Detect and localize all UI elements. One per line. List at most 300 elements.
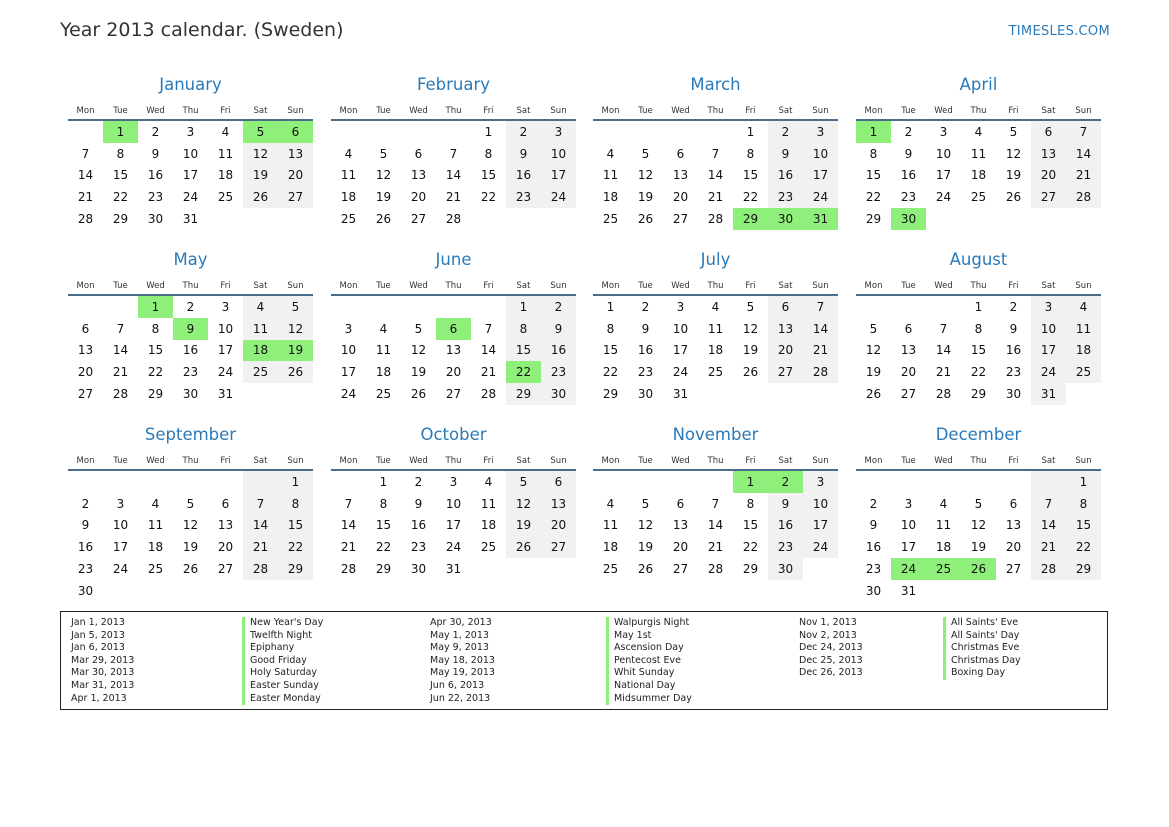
day-cell: 21 [1066,165,1101,187]
day-cell: 31 [445,562,462,577]
day-cell: 17 [900,540,917,555]
weekday-label: Sun [1075,281,1092,291]
legend-holiday-name: Midsummer Day [606,693,692,706]
legend-date: Nov 1, 2013 [799,617,857,628]
day-cell: 6 [81,321,90,336]
day-cell: 16 [637,343,654,358]
day-cell: 11 [217,146,234,161]
legend-holiday-name: Pentecost Eve [606,655,692,668]
empty-cell [698,471,733,493]
weekday-label: Sat [1041,106,1056,116]
day-cell: 26 [865,387,882,402]
day-cell: 1 [1066,471,1101,493]
day-cell: 5 [278,296,313,318]
weekday-label: Wed [934,281,953,291]
day-cell: 27 [1005,562,1022,577]
empty-cell [856,296,891,318]
day-cell: 4 [484,474,493,489]
weekday-label: Wed [146,456,165,466]
day-cell: 5 [974,496,983,511]
day-cell: 7 [803,296,838,318]
day-cell: 17 [445,518,462,533]
day-cell: 26 [506,536,541,558]
day-cell: 10 [803,493,838,515]
empty-cell [243,383,278,405]
day-cell: 11 [707,321,724,336]
weekday-label: Mon [601,456,620,466]
day-cell: 8 [116,146,125,161]
empty-cell [401,296,436,318]
empty-cell [593,471,628,493]
weekday-label: Wed [671,456,690,466]
day-cell: 12 [506,493,541,515]
day-cell: 27 [768,361,803,383]
empty-cell [331,121,366,143]
day-cell: 20 [672,190,689,205]
legend-date: Mar 31, 2013 [71,679,135,691]
day-cell: 15 [480,168,497,183]
day-cell: 14 [1066,143,1101,165]
weekday-header [593,448,838,471]
weekday-header [593,98,838,121]
empty-cell [768,383,803,405]
legend-date: Jan 6, 2013 [71,642,125,654]
day-cell: 9 [506,143,541,165]
day-cell: 28 [803,361,838,383]
day-cell: 17 [803,515,838,537]
legend-dates-column [71,617,134,705]
day-cell: 20 [217,540,234,555]
day-cell: 12 [742,321,759,336]
day-cell: 30 [182,387,199,402]
day-cell: 16 [506,165,541,187]
day-cell: 26 [375,212,392,227]
day-cell: 24 [340,387,357,402]
day-cell: 26 [742,365,759,380]
day-cell: 24 [217,365,234,380]
legend-holiday-name: Christmas Day [943,655,1021,668]
weekday-label: Sun [550,456,567,466]
day-cell: 21 [445,190,462,205]
day-cell: 14 [445,168,462,183]
day-cell: 17 [217,343,234,358]
day-cell: 16 [147,168,164,183]
day-cell: 14 [112,343,129,358]
weekday-label: Sun [812,456,829,466]
weekday-label: Thu [970,456,987,466]
empty-cell [471,558,506,580]
day-cell: 14 [707,168,724,183]
day-cell: 3 [904,496,913,511]
day-cell: 11 [1066,318,1101,340]
day-cell: 17 [112,540,129,555]
day-cell: 1 [484,124,493,139]
day-cell: 13 [672,168,689,183]
day-cell: 25 [602,562,619,577]
day-cell: 11 [147,518,164,533]
day-cell: 19 [865,365,882,380]
day-cell: 28 [112,387,129,402]
day-cell: 20 [445,365,462,380]
day-cell: 4 [221,124,230,139]
day-cell: 5 [186,496,195,511]
day-cell: 18 [217,168,234,183]
day-cell: 8 [484,146,493,161]
weekday-label: Sat [778,106,793,116]
day-cell: 1 [379,474,388,489]
day-cell: 9 [81,518,90,533]
day-cell: 9 [869,518,878,533]
day-cell: 4 [711,299,720,314]
weekday-label: Sun [812,281,829,291]
day-cell: 19 [182,540,199,555]
day-cell: 18 [480,518,497,533]
day-cell: 22 [970,365,987,380]
weekday-label: Thu [445,106,462,116]
weekday-header [856,448,1101,471]
day-cell: 8 [151,321,160,336]
day-cell: 8 [974,321,983,336]
day-cell: 10 [803,143,838,165]
day-cell: 7 [939,321,948,336]
day-cell: 12 [182,518,199,533]
day-cell: 28 [445,212,462,227]
day-cell: 3 [186,124,195,139]
empty-cell [1031,580,1066,602]
day-cell: 28 [1031,558,1066,580]
day-cell: 9 [151,146,160,161]
legend-date: May 18, 2013 [430,654,495,666]
day-cell: 6 [278,121,313,143]
day-cell: 21 [707,190,724,205]
day-cell: 25 [1066,361,1101,383]
day-cell: 25 [340,212,357,227]
weekday-label: Sun [550,281,567,291]
day-cell: 23 [637,365,654,380]
day-cell: 27 [672,562,689,577]
weekday-label: Tue [376,281,391,291]
empty-cell [733,383,768,405]
day-cell: 23 [410,540,427,555]
day-cell: 8 [506,318,541,340]
empty-cell [366,121,401,143]
day-cell: 15 [147,343,164,358]
day-cell: 22 [602,365,619,380]
day-cell: 23 [182,365,199,380]
day-cell: 24 [1031,361,1066,383]
day-cell: 18 [243,340,278,362]
day-cell: 10 [182,146,199,161]
legend-holiday-name: Boxing Day [943,667,1021,680]
day-cell: 5 [641,496,650,511]
day-cell: 21 [480,365,497,380]
legend-holiday-name: Twelfth Night [242,630,323,643]
weekday-label: Tue [901,456,916,466]
month-february [331,72,576,230]
day-cell: 5 [746,299,755,314]
day-cell: 24 [541,186,576,208]
day-cell: 10 [217,321,234,336]
day-cell: 30 [541,383,576,405]
day-cell: 10 [541,143,576,165]
day-cell: 29 [278,558,313,580]
day-cell: 21 [112,365,129,380]
empty-cell [663,471,698,493]
brand-link[interactable]: TIMESLES.COM [1008,24,1110,39]
weekday-label: Thu [707,281,724,291]
day-cell: 20 [768,340,803,362]
day-cell: 16 [1005,343,1022,358]
legend-date: May 19, 2013 [430,667,495,679]
day-grid [593,121,838,230]
day-cell: 22 [506,361,541,383]
empty-cell [366,296,401,318]
day-cell: 27 [541,536,576,558]
day-cell: 29 [375,562,392,577]
legend-date: Jun 6, 2013 [430,679,485,691]
day-cell: 16 [410,518,427,533]
day-cell: 25 [217,190,234,205]
day-cell: 20 [672,540,689,555]
legend-holiday-name: Good Friday [242,655,323,668]
weekday-label: Fri [483,281,494,291]
legend-holiday-name: Christmas Eve [943,642,1021,655]
day-cell: 3 [676,299,685,314]
day-cell: 29 [506,383,541,405]
empty-cell [436,296,471,318]
day-cell: 12 [410,343,427,358]
day-cell: 26 [182,562,199,577]
day-cell: 4 [344,146,353,161]
day-cell: 26 [410,387,427,402]
weekday-label: Fri [220,456,231,466]
day-cell: 29 [1066,558,1101,580]
day-cell: 27 [672,212,689,227]
day-cell: 19 [410,365,427,380]
day-cell: 1 [856,121,891,143]
day-cell: 26 [243,186,278,208]
day-cell: 1 [974,299,983,314]
day-cell: 14 [340,518,357,533]
day-cell: 10 [672,321,689,336]
month-june [331,247,576,405]
day-cell: 18 [935,540,952,555]
legend-holiday-name: Whit Sunday [606,667,692,680]
day-cell: 20 [278,165,313,187]
day-cell: 5 [641,146,650,161]
day-cell: 6 [541,471,576,493]
day-cell: 24 [891,558,926,580]
weekday-label: Wed [671,281,690,291]
day-cell: 14 [243,515,278,537]
day-cell: 2 [904,124,913,139]
day-cell: 12 [243,143,278,165]
day-grid [68,471,313,602]
empty-cell [208,208,243,230]
day-cell: 10 [900,518,917,533]
weekday-label: Sat [516,456,531,466]
day-cell: 1 [746,124,755,139]
month-title: September [144,425,237,444]
empty-cell [506,208,541,230]
day-cell: 7 [116,321,125,336]
empty-cell [996,580,1031,602]
legend-holiday-name: Epiphany [242,642,323,655]
day-cell: 12 [637,168,654,183]
weekday-label: Sat [778,281,793,291]
day-cell: 18 [602,190,619,205]
empty-cell [961,471,996,493]
day-cell: 28 [1066,186,1101,208]
day-cell: 7 [344,496,353,511]
legend-names-column [943,617,1021,680]
day-cell: 14 [935,343,952,358]
day-cell: 13 [768,318,803,340]
day-cell: 7 [484,321,493,336]
day-cell: 22 [742,190,759,205]
day-cell: 12 [375,168,392,183]
weekday-label: Fri [745,106,756,116]
day-cell: 23 [147,190,164,205]
day-cell: 10 [112,518,129,533]
day-cell: 15 [602,343,619,358]
weekday-label: Sun [287,281,304,291]
day-cell: 9 [1009,321,1018,336]
day-grid [331,121,576,230]
day-cell: 19 [637,540,654,555]
day-cell: 13 [77,343,94,358]
weekday-label: Wed [934,456,953,466]
weekday-label: Fri [1008,456,1019,466]
day-cell: 16 [182,343,199,358]
day-cell: 31 [1031,383,1066,405]
weekday-label: Fri [1008,106,1019,116]
day-cell: 11 [602,518,619,533]
weekday-header [68,98,313,121]
day-cell: 27 [1031,186,1066,208]
day-grid [68,296,313,405]
day-cell: 9 [768,143,803,165]
day-cell: 15 [742,168,759,183]
day-cell: 21 [77,190,94,205]
day-cell: 5 [869,321,878,336]
day-cell: 9 [768,493,803,515]
legend-date: Mar 30, 2013 [71,667,135,679]
month-may [68,247,313,405]
weekday-label: Wed [146,281,165,291]
weekday-label: Mon [76,106,95,116]
day-cell: 4 [243,296,278,318]
day-cell: 7 [711,146,720,161]
weekday-label: Fri [745,281,756,291]
month-title: July [700,250,731,269]
weekday-label: Tue [113,106,128,116]
day-cell: 26 [637,212,654,227]
weekday-label: Sat [1041,281,1056,291]
weekday-label: Thu [445,456,462,466]
day-cell: 4 [939,496,948,511]
day-cell: 31 [672,387,689,402]
day-cell: 11 [602,168,619,183]
weekday-label: Mon [601,281,620,291]
weekday-label: Sat [253,456,268,466]
day-cell: 6 [676,496,685,511]
empty-cell [506,558,541,580]
empty-cell [471,208,506,230]
empty-cell [628,471,663,493]
weekday-label: Mon [864,456,883,466]
day-cell: 8 [606,321,615,336]
legend-holiday-name: All Saints' Day [943,630,1021,643]
day-cell: 19 [506,515,541,537]
empty-cell [891,471,926,493]
weekday-header [68,448,313,471]
empty-cell [471,296,506,318]
weekday-label: Sat [1041,456,1056,466]
day-cell: 4 [379,321,388,336]
day-cell: 23 [768,186,803,208]
empty-cell [1066,580,1101,602]
day-cell: 24 [803,536,838,558]
day-cell: 23 [768,536,803,558]
day-cell: 1 [506,296,541,318]
day-cell: 2 [81,496,90,511]
empty-cell [103,580,138,602]
day-cell: 22 [1066,536,1101,558]
weekday-label: Thu [707,456,724,466]
empty-cell [593,121,628,143]
weekday-label: Mon [601,106,620,116]
legend-date: Jun 22, 2013 [430,692,491,704]
day-cell: 13 [1031,143,1066,165]
weekday-label: Tue [901,106,916,116]
empty-cell [926,471,961,493]
weekday-label: Sat [778,456,793,466]
day-grid [856,296,1101,405]
weekday-label: Wed [409,456,428,466]
empty-cell [663,121,698,143]
day-cell: 27 [278,186,313,208]
weekday-label: Fri [1008,281,1019,291]
legend-holiday-name: May 1st [606,630,692,643]
month-title: October [420,425,487,444]
day-cell: 25 [926,558,961,580]
day-cell: 15 [278,515,313,537]
weekday-label: Tue [376,106,391,116]
day-cell: 10 [1031,318,1066,340]
day-cell: 13 [217,518,234,533]
empty-cell [698,383,733,405]
day-cell: 26 [637,562,654,577]
legend-date: Jan 5, 2013 [71,629,125,641]
weekday-label: Mon [864,281,883,291]
empty-cell [68,121,103,143]
empty-cell [961,208,996,230]
day-cell: 14 [803,318,838,340]
day-cell: 17 [182,168,199,183]
day-cell: 16 [865,540,882,555]
weekday-label: Tue [376,456,391,466]
day-cell: 30 [1005,387,1022,402]
legend-date: Dec 24, 2013 [799,642,863,654]
day-cell: 27 [900,387,917,402]
day-cell: 29 [733,208,768,230]
day-cell: 15 [970,343,987,358]
day-cell: 20 [1031,165,1066,187]
day-cell: 13 [900,343,917,358]
day-cell: 31 [803,208,838,230]
day-cell: 27 [77,387,94,402]
